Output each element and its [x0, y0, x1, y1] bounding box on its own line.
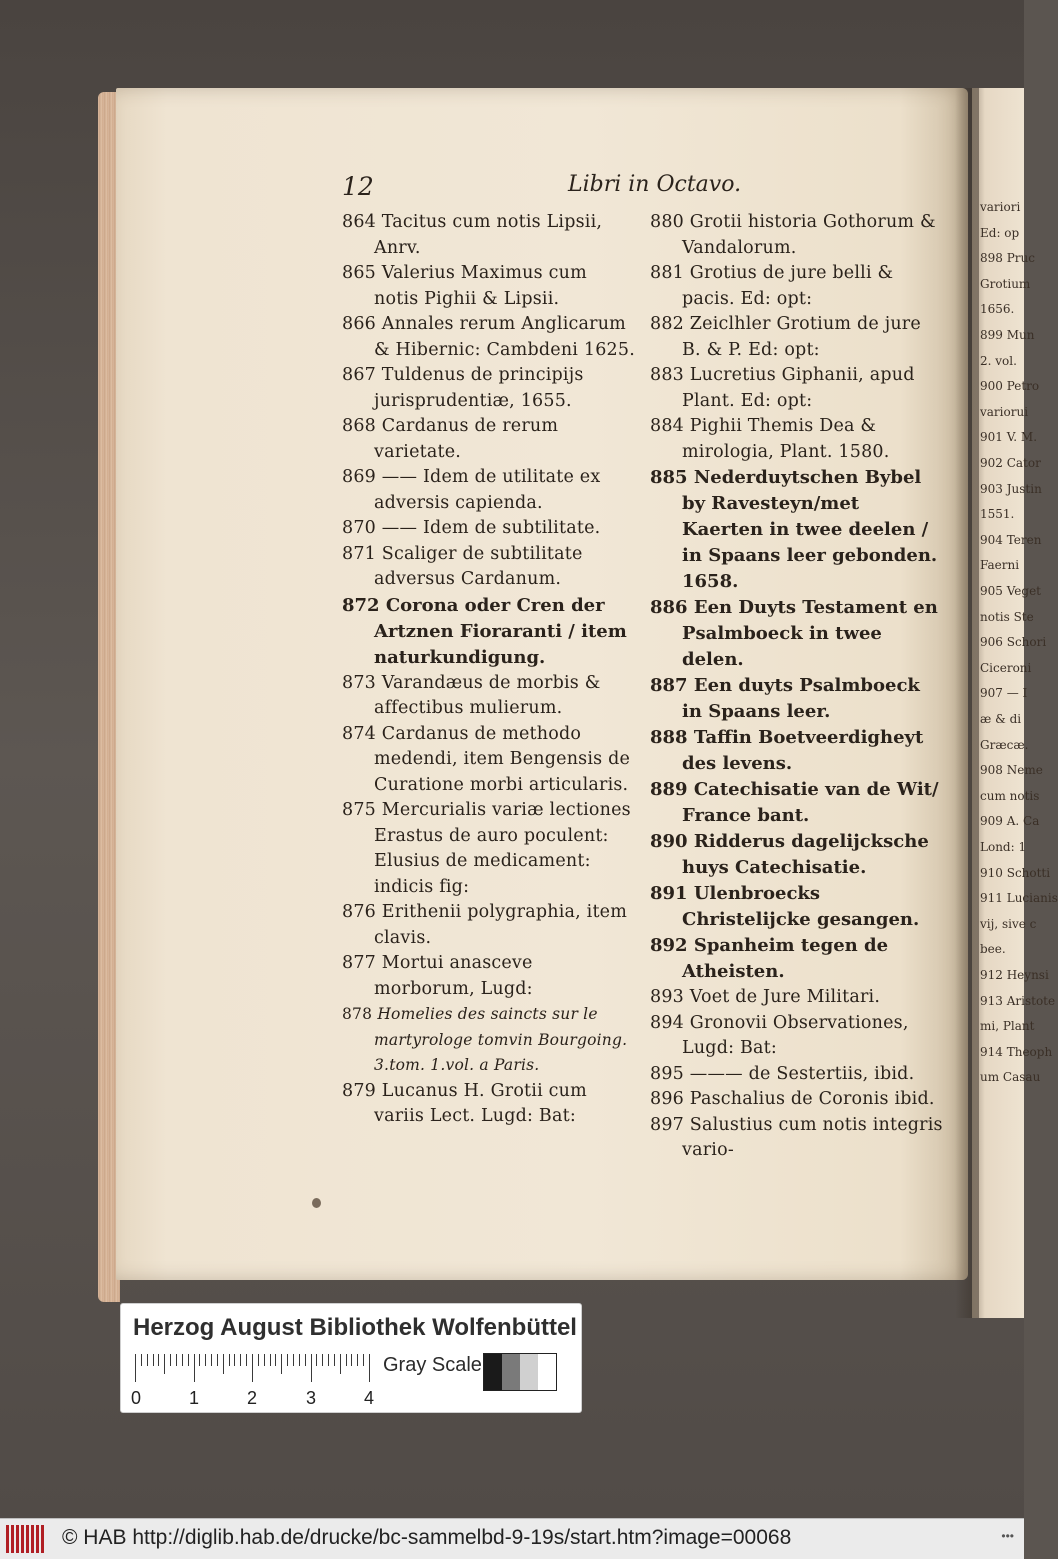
- facing-page-fragment: vij, sive c: [980, 916, 1037, 931]
- hab-logo-icon: [6, 1525, 46, 1553]
- catalogue-entry: [342, 542, 637, 593]
- entry-text: Gronovii Observationes, Lugd: Bat:: [682, 1012, 909, 1058]
- entry-text: —— Idem de utilitate ex adversis capienda.: [374, 467, 601, 513]
- ruler-tick: [299, 1354, 300, 1366]
- facing-page-fragment: 905 Veget: [980, 584, 1041, 598]
- facing-page-fragment: mi, Plant: [980, 1019, 1035, 1034]
- entry-number: 868: [342, 416, 377, 436]
- ruler-tick: [340, 1354, 341, 1374]
- entry-number: 864: [342, 212, 377, 232]
- entry-text: Corona oder Cren der Artznen Fioraranti / item naturkundigung.: [374, 594, 627, 668]
- facing-page-fragment: 911 Lucianis: [980, 891, 1058, 906]
- ruler-tick: [229, 1354, 230, 1366]
- catalogue-entry: [342, 671, 637, 722]
- entry-text: Spanheim tegen de Atheisten.: [682, 935, 889, 982]
- entry-text: Mortui anasceve morborum, Lugd:: [374, 953, 533, 999]
- entry-text: Nederduytschen Bybel by Ravesteyn/met Kaerten in twee deelen / in Spaans leer gebonden. 1658.: [682, 467, 938, 592]
- facing-page-fragment: æ & di: [980, 712, 1022, 726]
- facing-page-fragment: Faerni: [980, 558, 1020, 573]
- scale-number: 3: [306, 1388, 317, 1408]
- catalogue-entry: [650, 261, 945, 312]
- gray-swatch: [538, 1354, 556, 1390]
- ruler-tick: [205, 1354, 206, 1366]
- ruler-tick: [170, 1354, 171, 1366]
- page-number: 12: [342, 172, 374, 201]
- entry-text: Mercurialis variæ lectiones Erastus de auro poculent: Elusius de medicament: indicis fig:: [374, 800, 631, 897]
- catalogue-entry: [650, 465, 945, 595]
- entry-text: Cardanus de methodo medendi, item Bengensis de Curatione morbi articularis.: [374, 723, 631, 795]
- facing-page-fragment: 901 V. M.: [980, 430, 1038, 445]
- catalogue-entry: [342, 1079, 637, 1130]
- entry-text: Ulenbroecks Christelijcke gesangen.: [682, 883, 920, 930]
- facing-page-fragment: 912 Heynsi: [980, 968, 1049, 982]
- entry-number: 892: [650, 935, 688, 956]
- facing-page-fragment: 898 Pruc: [980, 251, 1035, 266]
- catalogue-entry: [650, 777, 945, 829]
- facing-page-fragment: 914 Theoph: [980, 1044, 1053, 1059]
- catalogue-entry: [650, 933, 945, 985]
- color-calibration-card: [120, 1303, 582, 1413]
- ruler-tick: [346, 1354, 347, 1366]
- facing-page-fragment: 902 Cator: [980, 456, 1041, 470]
- catalogue-entry: [650, 210, 945, 261]
- catalogue-entry: [342, 210, 637, 261]
- entry-text: Een Duyts Testament en Psalmboeck in twee delen.: [682, 597, 938, 670]
- footer-link[interactable]: © HAB http://diglib.hab.de/drucke/bc-sammelbd-9-19s/start.htm?image=00068: [62, 1526, 792, 1549]
- catalogue-entry: [650, 363, 945, 414]
- entry-text: Zeiclhler Grotium de jure B. & P. Ed: opt:: [682, 314, 921, 360]
- entry-number: 897: [650, 1114, 685, 1135]
- ruler-tick: [176, 1354, 177, 1366]
- catalogue-entry: [650, 881, 945, 933]
- entry-text: Pighii Themis Dea & mirologia, Plant. 1580.: [682, 416, 890, 462]
- facing-page-fragment: 907 — I: [980, 686, 1028, 701]
- ruler-tick: [211, 1354, 212, 1366]
- catalogue-entry: [650, 1113, 945, 1164]
- entry-number: 894: [650, 1012, 685, 1033]
- entry-number: 882: [650, 314, 685, 334]
- entry-number: 867: [342, 365, 377, 385]
- entry-number: 889: [650, 779, 688, 800]
- catalogue-entry: [650, 1011, 945, 1062]
- entry-number: 879: [342, 1080, 377, 1101]
- entry-text: Cardanus de rerum varietate.: [374, 416, 559, 462]
- catalogue-entry: [342, 261, 637, 312]
- entry-text: Salustius cum notis integris vario-: [682, 1114, 943, 1160]
- entry-text: Voet de Jure Militari.: [684, 987, 881, 1007]
- ruler-tick: [264, 1354, 265, 1366]
- facing-page-fragment: Ed: op: [980, 225, 1020, 240]
- facing-page-fragment: um Casau: [980, 1070, 1041, 1085]
- catalogue-entry: [342, 951, 637, 1002]
- ruler-tick: [281, 1354, 282, 1374]
- ruler-tick: [270, 1354, 271, 1366]
- facing-page-fragment: 903 Justin: [980, 481, 1042, 496]
- ruler-tick: [182, 1354, 183, 1366]
- entry-text: —— Idem de subtilitate.: [376, 518, 601, 538]
- entry-text: Varandæus de morbis & affectibus mulierum.: [374, 672, 601, 718]
- paper-stain: [312, 1198, 321, 1208]
- entry-number: 872: [342, 594, 380, 616]
- facing-page-fragment: Græcæ.: [980, 737, 1029, 752]
- entry-number: 893: [650, 987, 685, 1007]
- more-icon: •••: [1001, 1529, 1014, 1543]
- facing-page-fragment: Lond: 1: [980, 840, 1027, 854]
- catalogue-entry: [650, 414, 945, 465]
- left-column: [342, 210, 637, 1130]
- entry-text: Grotii historia Gothorum & Vandalorum.: [682, 212, 936, 258]
- entry-number: 896: [650, 1089, 685, 1109]
- entry-number: 873: [342, 672, 377, 693]
- ruler-tick: [164, 1354, 165, 1374]
- entry-number: 876: [342, 902, 377, 922]
- facing-page-fragment: Grotium: [980, 276, 1031, 291]
- facing-page-fragment: 906 Schori: [980, 635, 1047, 650]
- ruler-tick: [240, 1354, 241, 1366]
- entry-text: Erithenii polygraphia, item clavis.: [374, 902, 628, 948]
- entry-text: Valerius Maximus cum notis Pighii & Lipsii.: [374, 263, 587, 309]
- gray-swatch: [502, 1354, 520, 1390]
- catalogue-entry: [342, 722, 637, 799]
- entry-number: 884: [650, 416, 685, 436]
- entry-text: Een duyts Psalmboeck in Spaans leer.: [682, 675, 920, 722]
- catalogue-entry: [342, 516, 637, 542]
- facing-page-fragment: 899 Mun: [980, 328, 1035, 342]
- gray-scale-swatches: [483, 1353, 557, 1391]
- ruler-tick: [316, 1354, 317, 1366]
- scale-number: 2: [247, 1388, 258, 1408]
- ruler-tick: [223, 1354, 224, 1374]
- facing-page-fragment: 2. vol.: [980, 353, 1017, 368]
- catalogue-entry: [650, 312, 945, 363]
- entry-number: 881: [650, 263, 685, 283]
- catalogue-entry: [650, 1062, 945, 1088]
- entry-number: 874: [342, 723, 377, 744]
- catalogue-entry: [342, 465, 637, 516]
- entry-number: 895: [650, 1063, 685, 1084]
- ruler-tick: [287, 1354, 288, 1366]
- ruler-tick: [234, 1354, 235, 1366]
- entry-number: 885: [650, 467, 688, 488]
- ruler-tick: [147, 1354, 148, 1366]
- ruler-tick: [158, 1354, 159, 1366]
- catalogue-entry: [650, 673, 945, 725]
- entry-text: Lucretius Giphanii, apud Plant. Ed: opt:: [682, 365, 915, 411]
- ruler-tick: [357, 1354, 358, 1366]
- entry-text: Homelies des saincts sur le martyrologe tomvin Bourgoing. 3.tom. 1.vol. a Paris.: [372, 1005, 628, 1074]
- entry-number: 883: [650, 365, 685, 385]
- catalogue-entry: [650, 829, 945, 881]
- facing-page-fragment: 1551.: [980, 507, 1015, 522]
- ruler-tick: [311, 1354, 312, 1382]
- facing-page-fragment: 909 A. Ca: [980, 814, 1040, 829]
- entry-text: Ridderus dagelijcksche huys Catechisatie.: [682, 831, 929, 878]
- catalogue-entry: [650, 985, 945, 1011]
- ruler-tick: [363, 1354, 364, 1366]
- ruler-tick: [199, 1354, 200, 1366]
- gray-swatch: [520, 1354, 538, 1390]
- institution-name: Herzog August Bibliothek Wolfenbüttel: [133, 1314, 577, 1341]
- ruler-tick: [135, 1354, 136, 1382]
- ruler-tick: [293, 1354, 294, 1366]
- entry-text: Annales rerum Anglicarum & Hibernic: Cambdeni 1625.: [374, 314, 635, 360]
- entry-number: 880: [650, 212, 685, 232]
- ruler-tick: [258, 1354, 259, 1366]
- ruler-tick: [369, 1354, 370, 1382]
- facing-page-fragment: bee.: [980, 942, 1006, 957]
- ruler-tick: [351, 1354, 352, 1366]
- entry-text: Grotius de jure belli & pacis. Ed: opt:: [682, 263, 894, 309]
- entry-number: 887: [650, 675, 688, 696]
- entry-number: 866: [342, 314, 377, 334]
- ruler-tick: [194, 1354, 195, 1382]
- entry-text: Lucanus H. Grotii cum variis Lect. Lugd: Bat:: [374, 1080, 587, 1126]
- facing-page-fragment: Ciceroni: [980, 660, 1032, 675]
- entry-text: Taffin Boetveerdigheyt des levens.: [682, 727, 924, 774]
- ruler-tick: [153, 1354, 154, 1366]
- ruler-tick: [275, 1354, 276, 1366]
- facing-page-fragment: 910 Schotti: [980, 865, 1051, 880]
- ruler-tick: [322, 1354, 323, 1366]
- ruler-tick: [328, 1354, 329, 1366]
- catalogue-entry: [342, 900, 637, 951]
- page-heading: Libri in Octavo.: [568, 172, 742, 197]
- entry-number: 875: [342, 800, 377, 820]
- ruler-tick: [141, 1354, 142, 1366]
- ruler-tick: [305, 1354, 306, 1366]
- ruler-tick: [217, 1354, 218, 1366]
- facing-page-fragment: 908 Neme: [980, 763, 1043, 778]
- entry-text: Scaliger de subtilitate adversus Cardanum.: [374, 543, 583, 589]
- gray-swatch: [484, 1354, 502, 1390]
- facing-page-fragment: notis Ste: [980, 609, 1034, 624]
- catalogue-entry: [342, 414, 637, 465]
- scale-number: 0: [131, 1388, 142, 1408]
- ruler-tick: [188, 1354, 189, 1366]
- footer-bar: [0, 1518, 1024, 1559]
- entry-number: 865: [342, 263, 377, 283]
- gray-scale-label: Gray Scale: [383, 1354, 482, 1376]
- scale-number: 4: [364, 1388, 375, 1408]
- ruler-tick: [246, 1354, 247, 1366]
- entry-number: 886: [650, 597, 688, 618]
- facing-page-fragment: 900 Petro: [980, 379, 1040, 394]
- catalogue-entry: [342, 593, 637, 671]
- right-column: [650, 210, 945, 1164]
- catalogue-entry: [342, 363, 637, 414]
- entry-number: 877: [342, 953, 377, 973]
- entry-text: Catechisatie van de Wit/ France bant.: [682, 779, 939, 826]
- scale-number: 1: [189, 1388, 200, 1408]
- facing-page-fragment: 1656.: [980, 302, 1015, 317]
- facing-page-fragment: cum notis: [980, 788, 1040, 803]
- entry-number: 878: [342, 1005, 373, 1023]
- catalogue-entry: [342, 1002, 637, 1079]
- entry-number: 869: [342, 467, 377, 487]
- entry-number: 888: [650, 727, 688, 748]
- ruler-tick: [334, 1354, 335, 1366]
- catalogue-entry: [650, 1087, 945, 1113]
- facing-page-fragment: 913 Aristote: [980, 993, 1056, 1008]
- facing-page: [972, 88, 1058, 1318]
- entry-number: 890: [650, 831, 688, 852]
- catalogue-entry: [650, 725, 945, 777]
- entry-text: ——— de Sestertiis, ibid.: [684, 1063, 915, 1084]
- catalogue-entry: [342, 312, 637, 363]
- entry-text: Paschalius de Coronis ibid.: [684, 1089, 935, 1109]
- entry-text: Tacitus cum notis Lipsii, Anrv.: [374, 212, 603, 258]
- gutter-shadow: [955, 88, 979, 1318]
- entry-text: Tuldenus de principijs jurisprudentiæ, 1655.: [374, 365, 584, 411]
- facing-page-fragment: variorui: [980, 404, 1029, 419]
- facing-page-fragment: 904 Teren: [980, 532, 1042, 547]
- catalogue-entry: [342, 798, 637, 900]
- entry-number: 870: [342, 518, 377, 538]
- entry-number: 871: [342, 543, 377, 564]
- catalogue-entry: [650, 595, 945, 673]
- facing-page-fragment: variori: [980, 200, 1021, 214]
- ruler-tick: [252, 1354, 253, 1382]
- entry-number: 891: [650, 883, 688, 904]
